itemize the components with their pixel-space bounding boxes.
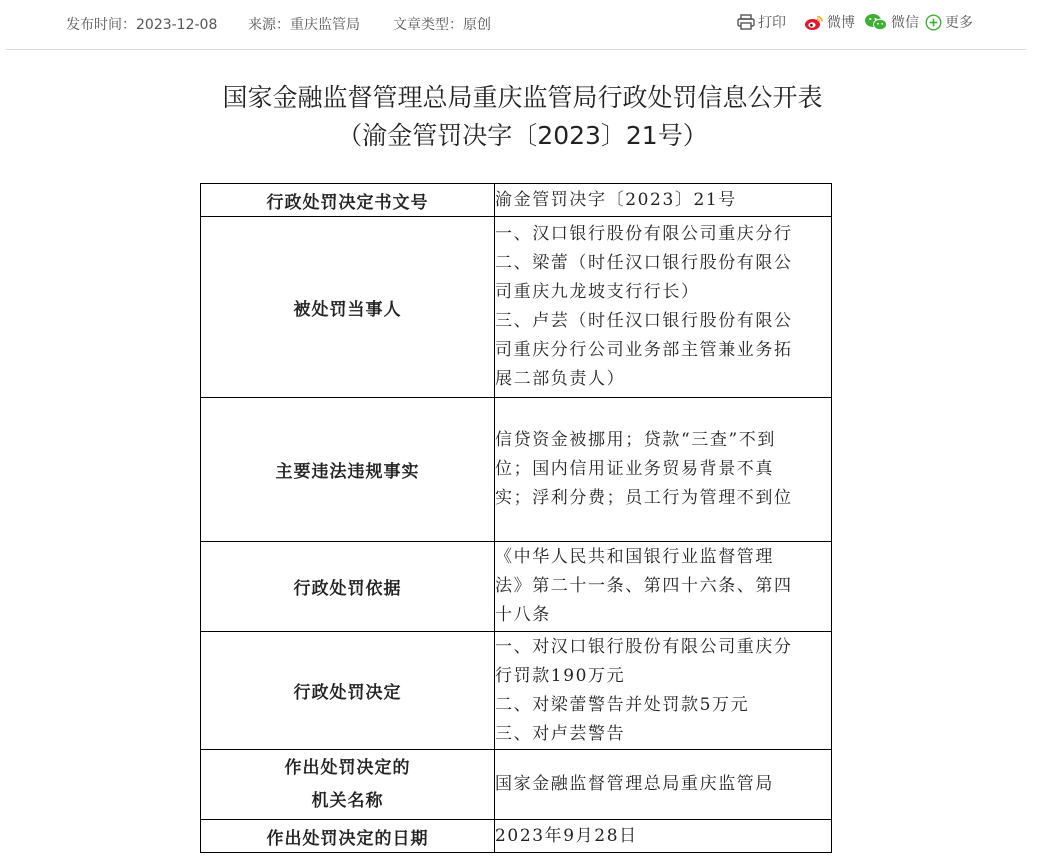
row-label-text: 主要违法违规事实 bbox=[275, 462, 420, 482]
row-value-text: 实；浮利分费；员工行为管理不到位 bbox=[495, 488, 793, 508]
row-value bbox=[495, 184, 832, 217]
table-row bbox=[201, 542, 832, 632]
wechat-icon bbox=[864, 13, 888, 31]
article-meta-bar bbox=[0, 0, 1045, 48]
table-row bbox=[201, 632, 832, 750]
source-label: 来源：重庆监管局 bbox=[248, 17, 360, 33]
row-value-text: 十八条 bbox=[495, 605, 551, 625]
penalty-info-table bbox=[200, 183, 832, 853]
row-value-text: 三、卢芸（时任汉口银行股份有限公 bbox=[495, 311, 793, 331]
row-value-text: 国家金融监督管理总局重庆监管局 bbox=[495, 774, 774, 794]
print-button[interactable] bbox=[737, 12, 786, 32]
meta-divider bbox=[6, 49, 1026, 50]
row-label-text: 机关名称 bbox=[311, 790, 384, 811]
row-label-text: 行政处罚依据 bbox=[293, 579, 402, 599]
row-value bbox=[495, 820, 832, 853]
row-value-text: 司重庆九龙坡支行行长） bbox=[495, 282, 700, 302]
row-label-text: 行政处罚决定书文号 bbox=[266, 192, 429, 213]
row-label bbox=[201, 184, 495, 217]
more-label: 更多 bbox=[945, 15, 973, 31]
row-value-text: 展二部负责人） bbox=[495, 369, 626, 389]
row-value bbox=[495, 398, 832, 542]
row-label bbox=[201, 820, 495, 853]
table-row bbox=[201, 184, 832, 217]
row-value-text: 一、对汉口银行股份有限公司重庆分 bbox=[495, 636, 793, 657]
weibo-share-button[interactable] bbox=[804, 12, 855, 32]
row-value-text: 二、梁蕾（时任汉口银行股份有限公 bbox=[495, 253, 793, 273]
page-subtitle: （渝金管罚决字〔2023〕21号） bbox=[337, 121, 708, 150]
printer-icon bbox=[737, 14, 755, 30]
row-value-text: 《中华人民共和国银行业监督管理 bbox=[495, 547, 774, 567]
table-row bbox=[201, 398, 832, 542]
table-row bbox=[201, 750, 832, 820]
row-value bbox=[495, 542, 832, 632]
wechat-label: 微信 bbox=[891, 15, 919, 31]
row-value bbox=[495, 750, 832, 820]
row-value-text: 三、对卢芸警告 bbox=[495, 723, 626, 744]
article-type-label: 文章类型：原创 bbox=[393, 17, 491, 33]
row-label bbox=[201, 750, 495, 820]
row-label bbox=[201, 217, 495, 398]
row-value-text: 二、对梁蕾警告并处罚款5万元 bbox=[495, 694, 750, 715]
row-value-text: 2023年9月28日 bbox=[495, 825, 638, 846]
row-value-text: 法》第二十一条、第四十六条、第四 bbox=[495, 576, 793, 596]
row-label-text: 被处罚当事人 bbox=[293, 299, 402, 320]
row-value bbox=[495, 217, 832, 398]
page-title: 国家金融监督管理总局重庆监管局行政处罚信息公开表 bbox=[222, 83, 823, 112]
wechat-share-button[interactable] bbox=[864, 12, 919, 32]
row-value-text: 司重庆分行公司业务部主管兼业务拓 bbox=[495, 340, 793, 360]
row-label-text: 作出处罚决定的 bbox=[284, 757, 411, 778]
plus-circle-icon bbox=[925, 14, 942, 31]
row-value-text: 渝金管罚决字〔2023〕21号 bbox=[495, 189, 737, 210]
row-label bbox=[201, 398, 495, 542]
row-value-text: 行罚款190万元 bbox=[495, 665, 626, 686]
row-value bbox=[495, 632, 832, 750]
weibo-label: 微博 bbox=[827, 15, 855, 31]
row-value-text: 信贷资金被挪用；贷款“三查”不到 bbox=[495, 430, 776, 450]
weibo-icon bbox=[804, 14, 824, 31]
row-label bbox=[201, 542, 495, 632]
row-label-text: 行政处罚决定 bbox=[293, 683, 402, 703]
publish-time: 发布时间：2023-12-08 bbox=[66, 17, 218, 33]
print-label: 打印 bbox=[758, 15, 786, 31]
row-value-text: 位；国内信用证业务贸易背景不真 bbox=[495, 459, 774, 479]
table-row bbox=[201, 217, 832, 398]
row-label bbox=[201, 632, 495, 750]
row-label-text: 作出处罚决定的日期 bbox=[266, 828, 429, 849]
table-row bbox=[201, 820, 832, 853]
row-value-text: 一、汉口银行股份有限公司重庆分行 bbox=[495, 224, 793, 244]
more-share-button[interactable] bbox=[925, 12, 973, 32]
